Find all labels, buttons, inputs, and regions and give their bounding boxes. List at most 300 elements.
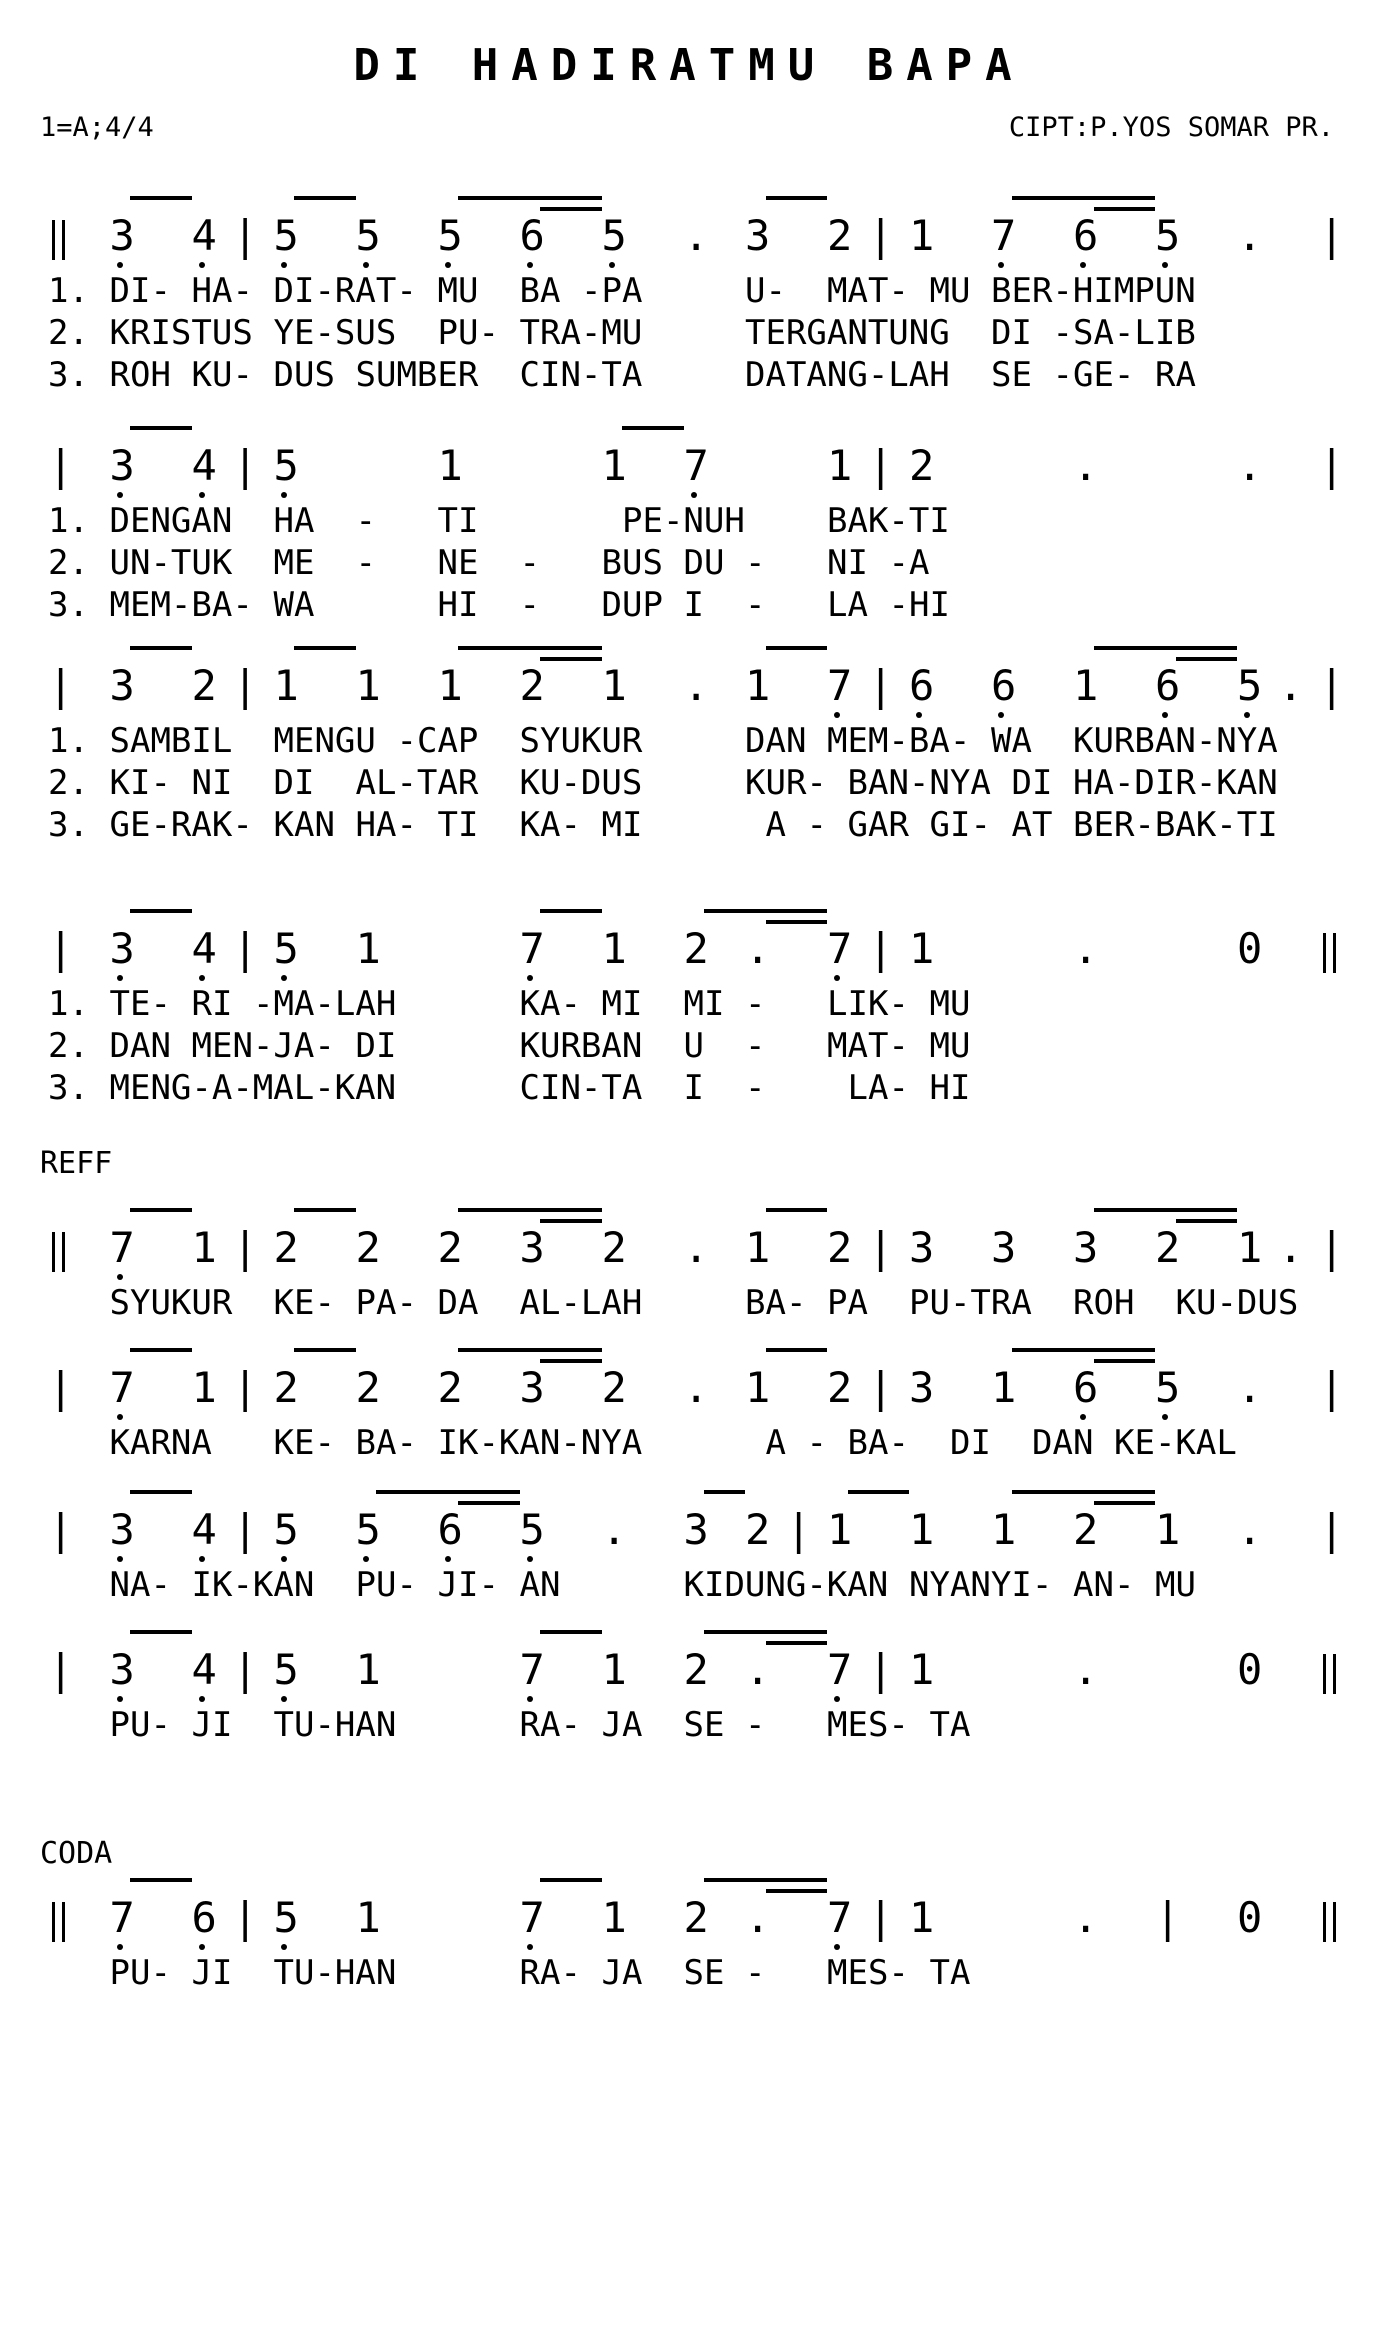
- note-number: 7: [827, 924, 853, 973]
- lyric-syllable: LIK-: [827, 984, 909, 1024]
- note-number: 1: [355, 661, 381, 710]
- note-number: 1: [991, 1363, 1017, 1412]
- lyric-syllable: AT: [1011, 805, 1053, 845]
- lyric-syllable: -GE-: [1052, 355, 1135, 395]
- double-barline: [1323, 1902, 1336, 1942]
- sustain-dot: .: [1073, 924, 1099, 973]
- lyric-syllable: 2.: [48, 543, 89, 583]
- sustain-dot: .: [1237, 441, 1263, 490]
- barline: |: [868, 661, 894, 710]
- sustain-dot: .: [601, 1505, 627, 1554]
- note-number: 3: [909, 1223, 935, 1272]
- lyric-syllable: KE-: [273, 1283, 335, 1323]
- composer-credit: CIPT:P.YOS SOMAR PR.: [1008, 112, 1334, 143]
- beam-line: [540, 1630, 602, 1634]
- note-number: 3: [109, 661, 135, 710]
- note-number: 6: [909, 661, 935, 710]
- note-number: 5: [437, 211, 463, 260]
- note-number: 2: [827, 1363, 853, 1412]
- low-octave-dot: [117, 1414, 123, 1420]
- sixteenth-beam-line: [766, 920, 828, 924]
- note-number: 7: [109, 1363, 135, 1412]
- lyric-syllable: TRA-MU: [519, 313, 643, 353]
- lyric-syllable: U: [683, 1026, 704, 1066]
- note-number: 1: [191, 1363, 217, 1412]
- low-octave-dot: [117, 492, 123, 498]
- lyric-syllable: DI-RAT-: [273, 271, 417, 311]
- lyric-syllable: DAN: [745, 721, 807, 761]
- beam-line: [1012, 196, 1156, 200]
- lyric-syllable: MAT-: [827, 1026, 909, 1066]
- barline: |: [232, 211, 258, 260]
- sixteenth-beam-line: [766, 1641, 828, 1645]
- low-octave-dot: [445, 1556, 451, 1562]
- sixteenth-beam-line: [1094, 1359, 1156, 1363]
- note-number: 2: [909, 441, 935, 490]
- sustain-dot: .: [683, 1363, 709, 1412]
- note-number: 5: [273, 441, 299, 490]
- note-number: 1: [437, 441, 463, 490]
- lyric-syllable: KA-: [519, 805, 581, 845]
- lyric-syllable: MES-: [827, 1705, 909, 1745]
- note-number: 5: [273, 924, 299, 973]
- note-number: 5: [1237, 661, 1263, 710]
- beam-line: [458, 1208, 602, 1212]
- lyric-syllable: MI: [601, 805, 643, 845]
- lyric-syllable: -: [745, 585, 766, 625]
- lyric-syllable: -: [745, 543, 766, 583]
- lyric-syllable: 3.: [48, 1068, 89, 1108]
- lyric-syllable: JA: [601, 1953, 643, 1993]
- lyric-syllable: MEN-JA-: [191, 1026, 335, 1066]
- barline: |: [868, 1363, 894, 1412]
- lyric-syllable: TI: [437, 501, 479, 541]
- beam-line: [704, 1630, 827, 1634]
- note-number: 4: [191, 441, 217, 490]
- low-octave-dot: [1162, 712, 1168, 718]
- lyric-syllable: MU: [929, 1026, 971, 1066]
- lyric-syllable: SYUKUR: [519, 721, 643, 761]
- note-number: 3: [519, 1363, 545, 1412]
- low-octave-dot: [445, 262, 451, 268]
- note-number: 3: [745, 211, 771, 260]
- sustain-dot: .: [1278, 661, 1304, 710]
- barline: |: [232, 1363, 258, 1412]
- note-number: 6: [437, 1505, 463, 1554]
- low-octave-dot: [199, 1556, 205, 1562]
- note-number: 3: [991, 1223, 1017, 1272]
- lyric-syllable: PU-: [109, 1705, 171, 1745]
- note-number: 6: [191, 1893, 217, 1942]
- note-number: 1: [827, 1505, 853, 1554]
- lyric-syllable: HA: [273, 501, 315, 541]
- lyric-syllable: CIN-TA: [519, 355, 643, 395]
- lyric-syllable: KU-DUS: [519, 763, 643, 803]
- low-octave-dot: [691, 492, 697, 498]
- barline: |: [48, 1363, 74, 1412]
- lyric-syllable: DUP: [601, 585, 663, 625]
- beam-line: [766, 1348, 828, 1352]
- lyric-syllable: I: [683, 585, 704, 625]
- beam-line: [130, 646, 192, 650]
- note-number: 3: [109, 441, 135, 490]
- note-number: 6: [991, 661, 1017, 710]
- lyric-syllable: A: [765, 805, 786, 845]
- low-octave-dot: [834, 975, 840, 981]
- barline: |: [868, 1893, 894, 1942]
- section-label-coda: CODA: [40, 1836, 113, 1871]
- lyric-syllable: -: [745, 984, 766, 1024]
- lyric-syllable: -HI: [888, 585, 950, 625]
- sustain-dot: .: [1073, 441, 1099, 490]
- lyric-syllable: CIN-TA: [519, 1068, 643, 1108]
- note-number: 2: [191, 661, 217, 710]
- lyric-syllable: U-: [745, 271, 786, 311]
- note-number: 1: [745, 1223, 771, 1272]
- barline: |: [1319, 661, 1345, 710]
- lyric-syllable: MAT-: [827, 271, 909, 311]
- lyric-syllable: GE-RAK-: [109, 805, 253, 845]
- lyric-syllable: RA-: [519, 1705, 581, 1745]
- lyric-syllable: DATANG-LAH: [745, 355, 950, 395]
- note-number: 5: [273, 1893, 299, 1942]
- lyric-syllable: DAN: [109, 1026, 171, 1066]
- low-octave-dot: [117, 1556, 123, 1562]
- note-number: 2: [683, 1893, 709, 1942]
- barline: |: [232, 1505, 258, 1554]
- low-octave-dot: [1162, 262, 1168, 268]
- barline: |: [868, 1223, 894, 1272]
- note-number: 2: [273, 1223, 299, 1272]
- lyric-syllable: DI-: [109, 271, 171, 311]
- low-octave-dot: [117, 975, 123, 981]
- verse-system-1: [48, 190, 1368, 400]
- lyric-syllable: PU-: [109, 1953, 171, 1993]
- beam-line: [130, 909, 192, 913]
- sustain-dot: .: [683, 661, 709, 710]
- lyric-syllable: -: [806, 805, 827, 845]
- note-number: 3: [1073, 1223, 1099, 1272]
- note-number: 1: [745, 661, 771, 710]
- lyric-syllable: -: [355, 501, 376, 541]
- lyric-syllable: TA: [929, 1953, 971, 1993]
- lyric-syllable: SE: [683, 1705, 725, 1745]
- lyric-syllable: NYANYI-: [909, 1565, 1053, 1605]
- lyric-syllable: 1.: [48, 721, 89, 761]
- beam-line: [130, 1878, 192, 1882]
- note-number: 4: [191, 1645, 217, 1694]
- lyric-syllable: ROH: [109, 355, 171, 395]
- barline: |: [1155, 1893, 1181, 1942]
- note-number: 7: [827, 661, 853, 710]
- lyric-syllable: TI: [437, 805, 479, 845]
- sixteenth-beam-line: [458, 1501, 520, 1505]
- beam-line: [1012, 1490, 1156, 1494]
- sixteenth-beam-line: [540, 1219, 602, 1223]
- lyric-syllable: LA-: [847, 1068, 909, 1108]
- note-number: 2: [273, 1363, 299, 1412]
- note-number: 2: [683, 924, 709, 973]
- lyric-syllable: -: [806, 1423, 827, 1463]
- lyric-syllable: MI: [683, 984, 725, 1024]
- note-number: 2: [355, 1223, 381, 1272]
- low-octave-dot: [117, 1274, 123, 1280]
- sixteenth-beam-line: [540, 657, 602, 661]
- lyric-syllable: RA: [1155, 355, 1196, 395]
- barline: |: [1319, 1363, 1345, 1412]
- lyric-syllable: WA: [991, 721, 1032, 761]
- double-barline: [52, 1902, 65, 1942]
- rest-note: 0: [1237, 924, 1263, 973]
- lyric-syllable: KA-: [519, 984, 581, 1024]
- note-number: 1: [745, 1363, 771, 1412]
- note-number: 1: [1073, 661, 1099, 710]
- low-octave-dot: [998, 262, 1004, 268]
- note-number: 1: [355, 1645, 381, 1694]
- sustain-dot: .: [683, 1223, 709, 1272]
- sixteenth-beam-line: [540, 1359, 602, 1363]
- note-number: 7: [519, 1645, 545, 1694]
- section-label-reff: REFF: [40, 1146, 113, 1181]
- barline: |: [232, 1223, 258, 1272]
- note-number: 4: [191, 924, 217, 973]
- barline: |: [1319, 1505, 1345, 1554]
- beam-line: [848, 1490, 910, 1494]
- note-number: 2: [1155, 1223, 1181, 1272]
- lyric-syllable: -: [745, 1705, 766, 1745]
- lyric-syllable: 2.: [48, 1026, 89, 1066]
- note-number: 1: [437, 661, 463, 710]
- coda-line: [48, 1872, 1368, 1998]
- lyric-syllable: -: [519, 543, 540, 583]
- note-number: 5: [1155, 211, 1181, 260]
- low-octave-dot: [609, 262, 615, 268]
- barline: |: [868, 441, 894, 490]
- low-octave-dot: [1244, 712, 1250, 718]
- verse-system-4: [48, 903, 1368, 1113]
- barline: |: [48, 441, 74, 490]
- low-octave-dot: [834, 1696, 840, 1702]
- rest-note: 0: [1237, 1645, 1263, 1694]
- note-number: 7: [519, 924, 545, 973]
- lyric-syllable: 2.: [48, 313, 89, 353]
- lyric-syllable: MU: [437, 271, 479, 311]
- lyric-syllable: KURBAN-NYA: [1073, 721, 1278, 761]
- lyric-syllable: MENGU: [273, 721, 376, 761]
- low-octave-dot: [834, 712, 840, 718]
- sixteenth-beam-line: [766, 1889, 828, 1893]
- note-number: 3: [683, 1505, 709, 1554]
- lyric-syllable: SAMBIL: [109, 721, 233, 761]
- low-octave-dot: [199, 262, 205, 268]
- note-number: 5: [355, 1505, 381, 1554]
- note-number: 1: [601, 924, 627, 973]
- low-octave-dot: [281, 492, 287, 498]
- low-octave-dot: [363, 262, 369, 268]
- note-number: 2: [827, 211, 853, 260]
- lyric-syllable: KAN: [273, 805, 335, 845]
- lyric-syllable: ME: [273, 543, 315, 583]
- note-number: 1: [1237, 1223, 1263, 1272]
- lyric-syllable: KUR-: [745, 763, 827, 803]
- note-number: 5: [355, 211, 381, 260]
- beam-line: [766, 646, 828, 650]
- note-number: 1: [273, 661, 299, 710]
- note-number: 6: [1073, 211, 1099, 260]
- note-number: 1: [355, 924, 381, 973]
- lyric-syllable: BAN-NYA: [847, 763, 991, 803]
- lyric-syllable: AL-LAH: [519, 1283, 643, 1323]
- lyric-syllable: DI: [991, 313, 1032, 353]
- beam-line: [766, 196, 828, 200]
- beam-line: [622, 426, 684, 430]
- lyric-syllable: SYUKUR: [109, 1283, 233, 1323]
- barline: |: [232, 661, 258, 710]
- lyric-syllable: -: [745, 1026, 766, 1066]
- lyric-syllable: DI: [950, 1423, 991, 1463]
- beam-line: [704, 1490, 745, 1494]
- lyric-syllable: MENG-A-MAL-KAN: [109, 1068, 397, 1108]
- low-octave-dot: [199, 492, 205, 498]
- lyric-syllable: DAN: [1032, 1423, 1094, 1463]
- note-number: 3: [109, 211, 135, 260]
- lyric-syllable: MU: [929, 271, 971, 311]
- note-number: 1: [991, 1505, 1017, 1554]
- sustain-dot: .: [745, 1893, 771, 1942]
- barline: |: [1319, 1223, 1345, 1272]
- beam-line: [294, 646, 356, 650]
- lyric-syllable: IK-KAN: [191, 1565, 315, 1605]
- beam-line: [130, 1490, 192, 1494]
- lyric-syllable: KIDUNG-KAN: [683, 1565, 889, 1605]
- barline: |: [232, 441, 258, 490]
- note-number: 2: [601, 1363, 627, 1412]
- note-number: 1: [827, 441, 853, 490]
- sustain-dot: .: [1278, 1223, 1304, 1272]
- lyric-syllable: 3.: [48, 805, 89, 845]
- lyric-syllable: MEM-BA-: [827, 721, 971, 761]
- note-number: 1: [355, 1893, 381, 1942]
- lyric-syllable: TE-: [109, 984, 171, 1024]
- low-octave-dot: [527, 1556, 533, 1562]
- low-octave-dot: [281, 1944, 287, 1950]
- lyric-syllable: DI: [355, 1026, 397, 1066]
- low-octave-dot: [117, 1696, 123, 1702]
- refrain-line-4: [48, 1624, 1368, 1750]
- refrain-line-3: [48, 1484, 1368, 1610]
- barline: |: [786, 1505, 812, 1554]
- low-octave-dot: [281, 975, 287, 981]
- low-octave-dot: [1080, 1414, 1086, 1420]
- note-number: 6: [1073, 1363, 1099, 1412]
- lyric-syllable: 3.: [48, 585, 89, 625]
- note-number: 1: [909, 1893, 935, 1942]
- lyric-syllable: -CAP: [396, 721, 479, 761]
- sustain-dot: .: [1237, 1505, 1263, 1554]
- beam-line: [766, 1208, 828, 1212]
- lyric-syllable: BUS: [601, 543, 663, 583]
- beam-line: [294, 196, 356, 200]
- note-number: 5: [273, 211, 299, 260]
- lyric-syllable: ROH: [1073, 1283, 1135, 1323]
- song-title: DI HADIRATMU BAPA: [353, 40, 1025, 91]
- barline: |: [232, 1645, 258, 1694]
- lyric-syllable: PU-: [437, 313, 499, 353]
- beam-line: [458, 646, 602, 650]
- lyric-syllable: BA: [519, 271, 561, 311]
- beam-line: [1094, 646, 1238, 650]
- note-number: 7: [991, 211, 1017, 260]
- low-octave-dot: [363, 1556, 369, 1562]
- low-octave-dot: [527, 975, 533, 981]
- lyric-syllable: -MA-LAH: [253, 984, 397, 1024]
- verse-system-3: [48, 640, 1368, 850]
- note-number: 2: [519, 661, 545, 710]
- lyric-syllable: HA-: [355, 805, 417, 845]
- lyric-syllable: BA-: [847, 1423, 909, 1463]
- barline: |: [232, 1893, 258, 1942]
- beam-line: [130, 1348, 192, 1352]
- low-octave-dot: [281, 1556, 287, 1562]
- lyric-syllable: BA-: [355, 1423, 417, 1463]
- barline: |: [868, 211, 894, 260]
- double-barline: [52, 1232, 65, 1272]
- beam-line: [540, 909, 602, 913]
- lyric-syllable: KURBAN: [519, 1026, 643, 1066]
- lyric-syllable: -SA-LIB: [1052, 313, 1196, 353]
- lyric-syllable: 3.: [48, 355, 89, 395]
- lyric-syllable: PA: [827, 1283, 868, 1323]
- lyric-syllable: BA-: [745, 1283, 807, 1323]
- beam-line: [376, 1490, 520, 1494]
- lyric-syllable: BER-BAK-TI: [1073, 805, 1278, 845]
- lyric-syllable: JI: [191, 1705, 233, 1745]
- sixteenth-beam-line: [1176, 1219, 1238, 1223]
- beam-line: [130, 1630, 192, 1634]
- sustain-dot: .: [1237, 211, 1263, 260]
- lyric-syllable: JI-: [437, 1565, 499, 1605]
- lyric-syllable: KI-: [109, 763, 171, 803]
- low-octave-dot: [117, 1944, 123, 1950]
- note-number: 2: [355, 1363, 381, 1412]
- low-octave-dot: [199, 1696, 205, 1702]
- lyric-syllable: PU-: [355, 1565, 417, 1605]
- lyric-syllable: DA: [437, 1283, 479, 1323]
- note-number: 2: [827, 1223, 853, 1272]
- note-number: 5: [273, 1505, 299, 1554]
- low-octave-dot: [281, 1696, 287, 1702]
- note-number: 7: [827, 1645, 853, 1694]
- lyric-syllable: -: [745, 1953, 766, 1993]
- note-number: 4: [191, 1505, 217, 1554]
- lyric-syllable: GI-: [929, 805, 991, 845]
- lyric-syllable: AL-TAR: [355, 763, 479, 803]
- lyric-syllable: KRISTUS: [109, 313, 253, 353]
- lyric-syllable: HA-: [191, 271, 253, 311]
- lyric-syllable: BAK-TI: [827, 501, 950, 541]
- key-time-signature: 1=A;4/4: [40, 112, 154, 143]
- note-number: 2: [437, 1363, 463, 1412]
- note-number: 7: [109, 1223, 135, 1272]
- beam-line: [1094, 1208, 1238, 1212]
- lyric-syllable: 2.: [48, 763, 89, 803]
- note-number: 7: [519, 1893, 545, 1942]
- lyric-syllable: HI: [437, 585, 479, 625]
- beam-line: [704, 909, 827, 913]
- refrain-line-1: [48, 1202, 1368, 1328]
- sustain-dot: .: [683, 211, 709, 260]
- lyric-syllable: GAR: [847, 805, 909, 845]
